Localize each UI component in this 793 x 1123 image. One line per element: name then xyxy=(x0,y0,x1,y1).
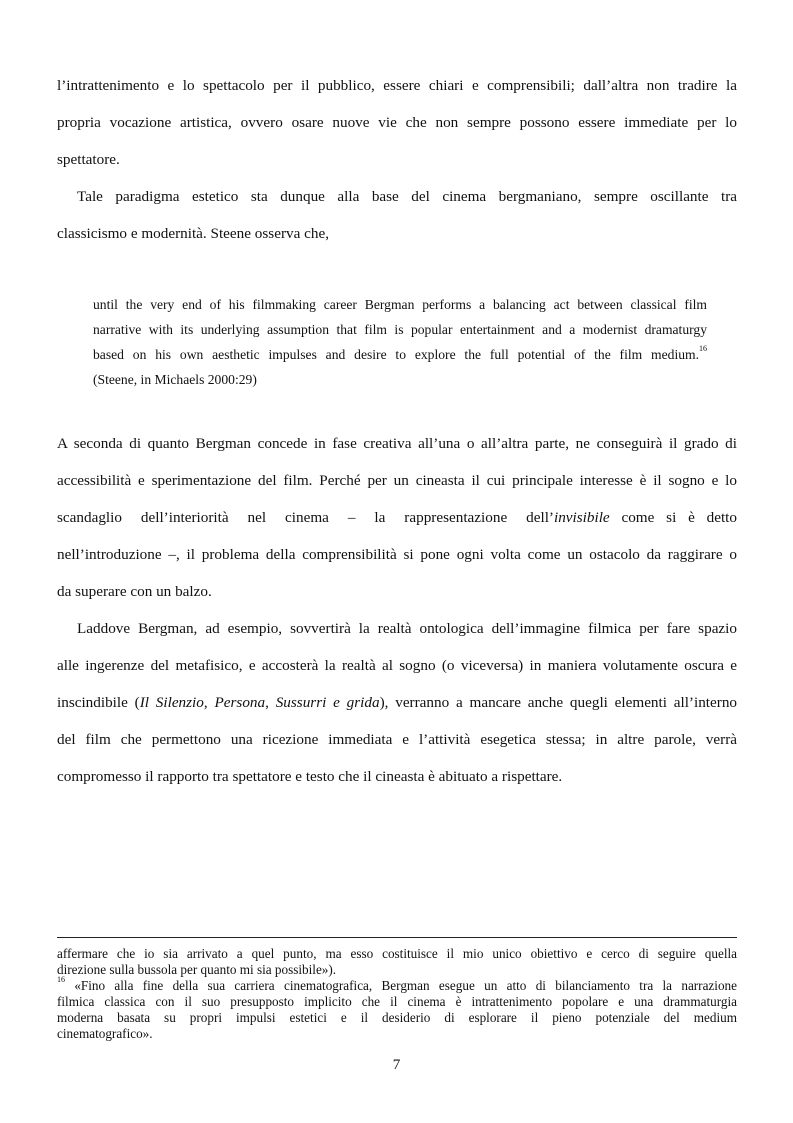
footnote-continued-line-1: affermare che io sia arrivato a quel punto, ma esso costituisce il mio unico obiettivo e cerco di seguire quella xyxy=(57,946,737,961)
footnote-16-line-4: cinematografico». xyxy=(57,1026,153,1041)
italic-term: invisibile xyxy=(553,509,610,526)
paragraph-3-line-1: A seconda di quanto Bergman concede in fase creativa all’una o all’altra parte, ne conseguirà il grado di xyxy=(57,435,737,452)
paragraph-2-line-1: Tale paradigma estetico sta dunque alla base del cinema bergmaniano, sempre oscillante tra xyxy=(77,188,737,205)
quote-line-2: narrative with its underlying assumption that film is popular entertainment and a modernist dramaturgy xyxy=(93,322,707,337)
separator: , xyxy=(203,694,215,711)
quote-citation: (Steene, in Michaels 2000:29) xyxy=(93,372,257,387)
paragraph-1-line-3: spettatore. xyxy=(57,151,120,168)
paragraph-3-line-3-b: come si è detto xyxy=(609,509,737,526)
film-title: Persona xyxy=(214,694,266,711)
footnote-16-line-3: moderna basata su propri impulsi estetici e il desiderio di esplorare il pieno potenziale del medium xyxy=(57,1010,737,1025)
paragraph-3-line-3-a xyxy=(57,509,610,527)
text-segment: ), verranno a mancare anche quegli elementi all’interno xyxy=(379,694,738,711)
separator: , xyxy=(265,694,276,711)
paragraph-2-line-2: classicismo e modernità. Steene osserva che, xyxy=(57,225,330,242)
paragraph-1-line-1: l’intrattenimento e lo spettacolo per il pubblico, essere chiari e comprensibili; dall’altra non tradire la xyxy=(57,77,737,94)
footnote-16-line-1 xyxy=(57,975,737,994)
quote-line-1: until the very end of his filmmaking career Bergman performs a balancing act between classical film xyxy=(93,297,707,312)
footnote-16-line-2: filmica classica con il suo presupposto implicito che il cinema è intrattenimento popolare e una drammaturgia xyxy=(57,994,737,1009)
paragraph-4-line-4: del film che permettono una ricezione immediata e l’attività esegetica stessa; in altre parole, verrà xyxy=(57,731,737,748)
paragraph-3-line-3 xyxy=(57,509,737,527)
quote-line-3-text: based on his own aesthetic impulses and desire to explore the full potential of the film medium. xyxy=(93,347,699,362)
paragraph-3-line-2: accessibilità e sperimentazione del film. Perché per un cineasta il cui principale interesse è il sogno e lo xyxy=(57,472,737,489)
footnote-continued-line-2: direzione sulla bussola per quanto mi sia possibile»). xyxy=(57,962,337,977)
quote-line-3 xyxy=(93,344,707,363)
footnote-16-number: 16 xyxy=(57,975,65,984)
paragraph-1-line-2: propria vocazione artistica, ovvero osare nuove vie che non sempre possono essere immediate per lo xyxy=(57,114,737,131)
page-number: 7 xyxy=(392,1056,401,1073)
footnote-ref-16: 16 xyxy=(699,344,707,353)
text-segment: inscindibile ( xyxy=(57,694,140,711)
footnote-16-text: «Fino alla fine della sua carriera cinematografica, Bergman esegue un atto di bilanciamento tra la narrazione xyxy=(65,978,737,993)
text-before-italic: scandaglio dell’interiorità nel cinema – la rappresentazione dell’ xyxy=(57,509,554,526)
film-title: Sussurri e grida xyxy=(275,694,380,711)
paragraph-4-line-2: alle ingerenze del metafisico, e accosterà la realtà al sogno (o viceversa) in maniera volutamente oscura e xyxy=(57,657,737,674)
paragraph-4-line-5: compromesso il rapporto tra spettatore e testo che il cineasta è abituato a rispettare. xyxy=(57,768,563,785)
paragraph-3-line-4: nell’introduzione –, il problema della comprensibilità si pone ogni volta come un ostacolo da raggirare o xyxy=(57,546,737,563)
footnote-separator xyxy=(57,937,737,938)
paragraph-4-line-3 xyxy=(57,694,737,712)
paragraph-3-line-5: da superare con un balzo. xyxy=(57,583,212,600)
film-title: Il Silenzio xyxy=(139,694,204,711)
paragraph-4-line-1: Laddove Bergman, ad esempio, sovvertirà la realtà ontologica dell’immagine filmica per fare spazio xyxy=(77,620,737,637)
